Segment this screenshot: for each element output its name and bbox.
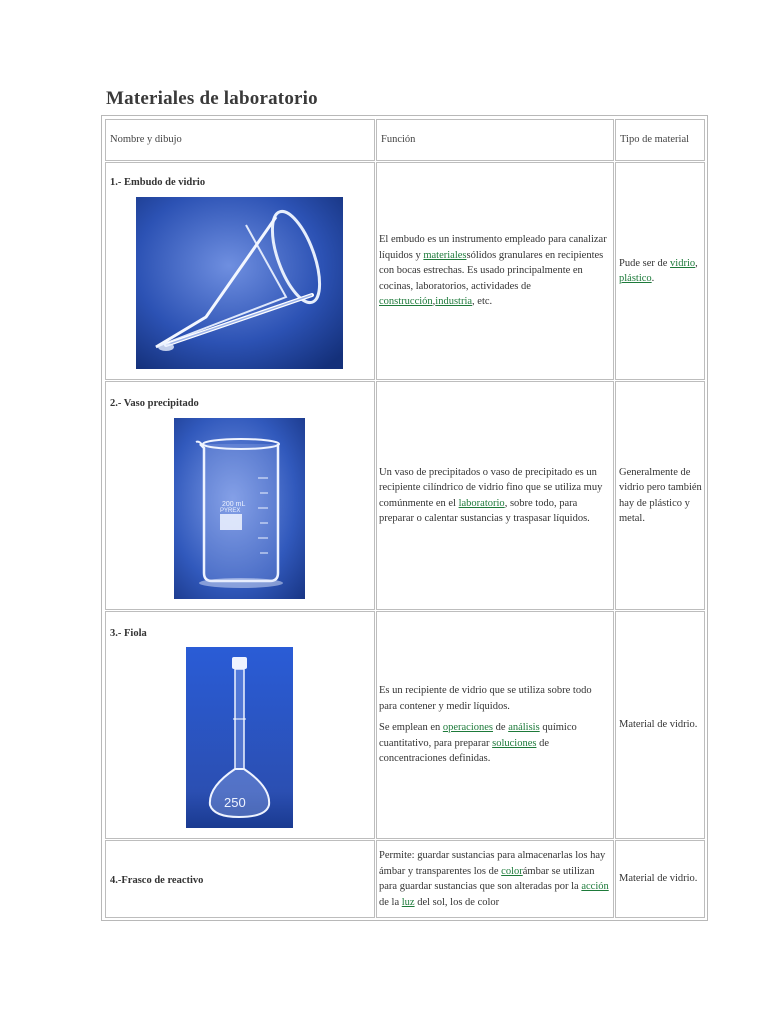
row1-name-cell bbox=[105, 162, 375, 380]
row3-func-text1: Es un recipiente de vidrio que se utiliza sobre todo para contener y medir líquidos. bbox=[379, 685, 592, 712]
text-span: , bbox=[432, 296, 436, 308]
text-span: de la bbox=[379, 896, 402, 908]
text-span: de bbox=[493, 722, 509, 734]
text-span: químico cuantitativo, para preparar bbox=[379, 722, 577, 749]
beaker-volume-label: 200 mL bbox=[222, 501, 246, 508]
row1-tipo-cell bbox=[615, 162, 705, 380]
header-func-label: Función bbox=[381, 134, 416, 146]
text-span: del sol, los de color bbox=[414, 896, 500, 908]
link-industria[interactable]: industria bbox=[435, 296, 473, 308]
funnel-image bbox=[136, 197, 343, 369]
link-accion[interactable]: acción bbox=[581, 881, 609, 892]
link-vidrio[interactable]: vidrio bbox=[670, 257, 696, 269]
row3-func-text2 bbox=[379, 720, 611, 767]
row2-tipo-text: Generalmente de vidrio pero también hay de plástico y metal. bbox=[619, 466, 702, 524]
text-span: El embudo es un instrumento empleado para canalizar líquidos y bbox=[379, 234, 607, 261]
link-luz[interactable]: luz bbox=[401, 896, 415, 908]
row4-name-cell bbox=[105, 840, 375, 918]
link-analisis[interactable]: análisis bbox=[508, 722, 540, 734]
row3-tipo-cell bbox=[615, 611, 705, 839]
text-span: . bbox=[651, 273, 655, 284]
row3-func-cell bbox=[376, 611, 614, 839]
row4-func-text bbox=[379, 848, 611, 910]
row4-tipo-cell bbox=[615, 840, 705, 918]
row1-name: 1.- Embudo de vidrio bbox=[110, 177, 206, 188]
row4-name: 4.-Frasco de reactivo bbox=[110, 875, 204, 886]
text-span: Pude ser de bbox=[619, 257, 671, 269]
link-operaciones[interactable]: operaciones bbox=[442, 722, 494, 734]
text-span: de concentraciones definidas. bbox=[379, 737, 549, 765]
row1-func-text bbox=[379, 232, 611, 310]
header-name-label: Nombre y dibujo bbox=[110, 134, 182, 146]
row4-func-cell bbox=[376, 840, 614, 918]
link-plastico[interactable]: plástico bbox=[619, 273, 652, 284]
row3-name-cell bbox=[105, 611, 375, 839]
row2-name-cell bbox=[105, 381, 375, 610]
link-materiales[interactable]: materiales bbox=[423, 249, 467, 261]
page-title: Materiales de laboratorio bbox=[106, 88, 318, 109]
materials-table bbox=[101, 115, 708, 921]
header-func bbox=[376, 119, 614, 161]
text-span: Permite: guardar sustancias para almacenarlas los hay ámbar y transparentes los de bbox=[379, 850, 606, 877]
row1-tipo-text bbox=[619, 256, 702, 287]
row2-name: 2.- Vaso precipitado bbox=[110, 398, 199, 409]
row2-func-cell bbox=[376, 381, 614, 610]
row3-tipo-text: Material de vidrio. bbox=[619, 719, 698, 731]
beaker-image bbox=[174, 418, 305, 599]
link-construccion[interactable]: construcción bbox=[379, 296, 433, 308]
link-soluciones[interactable]: soluciones bbox=[492, 737, 537, 749]
header-tipo bbox=[615, 119, 705, 161]
text-span: , etc. bbox=[472, 296, 493, 308]
row1-func-cell bbox=[376, 162, 614, 380]
text-span: ámbar se utilizan para guardar sustancias que son alteradas por la bbox=[379, 865, 595, 892]
flask-image bbox=[186, 647, 293, 828]
link-laboratorio[interactable]: laboratorio bbox=[458, 497, 505, 509]
beaker-brand-label: PYREX bbox=[220, 508, 241, 514]
row4-tipo-text: Material de vidrio. bbox=[619, 873, 698, 885]
header-tipo-label: Tipo de material bbox=[620, 134, 690, 146]
row3-name: 3.- Fiola bbox=[110, 628, 147, 639]
header-name bbox=[105, 119, 375, 161]
flask-volume-label: 250 bbox=[224, 795, 246, 810]
text-span: , bbox=[695, 257, 698, 269]
row2-func-text bbox=[379, 465, 611, 527]
text-span: sólidos granulares en recipientes con bocas estrechas. Es usado principalmente en cocinas, laboratorios, actividades de bbox=[379, 249, 604, 292]
text-span: Se emplean en bbox=[379, 722, 443, 734]
text-span: Un vaso de precipitados o vaso de precipitado es un recipiente cilíndrico de vidrio fino que se utiliza muy comúnmente en el bbox=[379, 466, 603, 509]
text-span: , sobre todo, para preparar o calentar sustancias y traspasar líquidos. bbox=[379, 497, 590, 524]
row2-tipo-cell bbox=[615, 381, 705, 610]
link-color[interactable]: color bbox=[501, 865, 523, 877]
